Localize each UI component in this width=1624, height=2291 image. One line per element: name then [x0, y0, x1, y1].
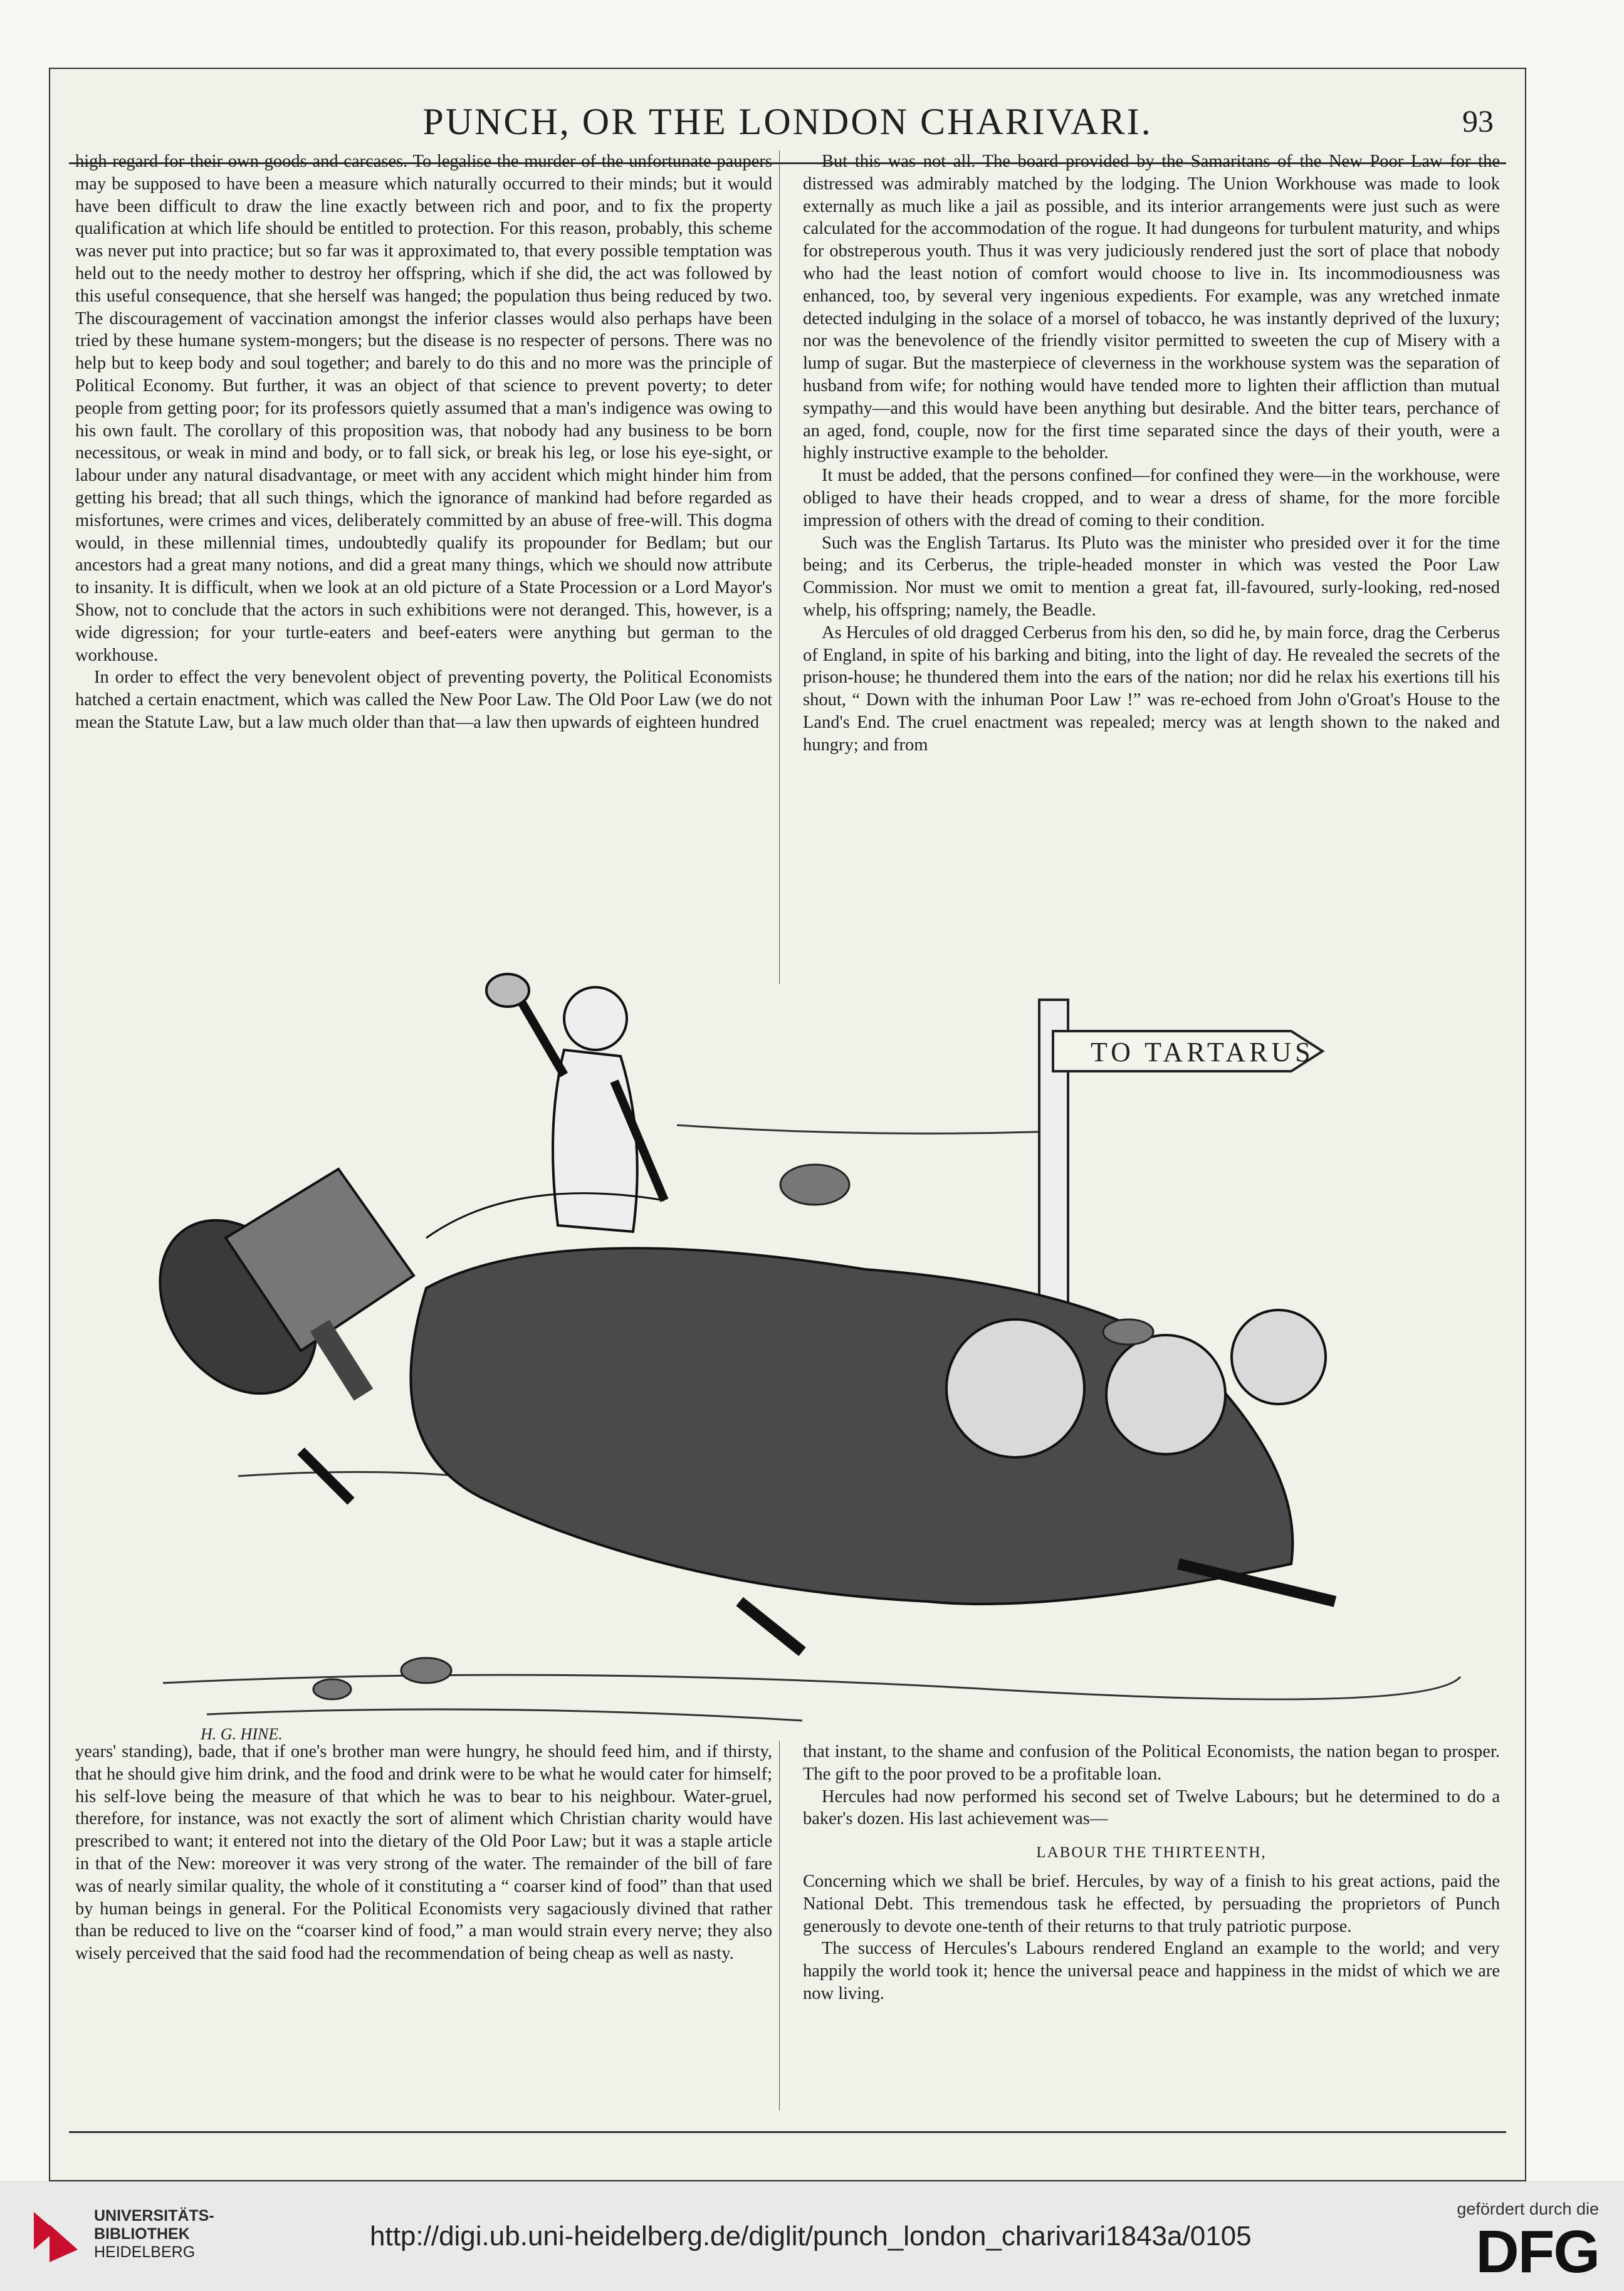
bottom-left-column	[75, 1741, 772, 1965]
library-name[interactable]	[94, 2207, 214, 2262]
page-title: PUNCH, OR THE LONDON CHARIVARI.	[422, 101, 1153, 142]
bottom-rule	[69, 2131, 1506, 2133]
dfg-logo[interactable]: DFG	[1475, 2218, 1599, 2285]
cerberus-figure	[301, 1248, 1335, 1652]
source-url-link[interactable]: http://digi.ub.uni-heidelberg.de/diglit/punch_london_charivari1843a/0105	[370, 2221, 1252, 2252]
artist-signature: H. G. HINE.	[201, 1725, 283, 1743]
paragraph: As Hercules of old dragged Cerberus from his den, so did he, by main force, drag the Cerberus of England, in spite of his barking and biting, into the light of day. He revealed the secrets of the prison-house; he thundered them into the ears of the nation; nor did he relax his exertions till his shout, “ Down with the inhuman Poor Law !” was re-echoed from John o'Groat's House to the Land's End. The cruel enactment was repealed; mercy was at length shown to the naked and hungry; and from	[803, 622, 1500, 755]
paragraph: It must be added, that the persons confined—for confined they were—in the workhouse, were obliged to have their heads cropped, and to wear a dress of shame, for the more forcible impression of others with the dread of coming to their condition.	[803, 466, 1500, 530]
library-line: UNIVERSITÄTS-	[94, 2207, 214, 2225]
column-divider	[779, 150, 780, 984]
top-text-block	[75, 150, 1500, 984]
paragraph: But this was not all. The board provided by the Samaritans of the New Poor Law for the distressed was admirably matched by the lodging. The Union Workhouse was made to look externally as much like a jail as possible, and its interior arrangements were just such as were calculated for the accommodation of the rogue. It had dungeons for turbulent maturity, and whips for obstreperous youth. Thus it was very judiciously rendered just the sort of place that nobody who had the least notion of comfort would choose to live in. Its incommodiousness was enhanced, too, by several very ingenious expedients. For example, was any wretched inmate detected indulging in the solace of a morsel of tobacco, he was instantly deprived of the luxury; nor was the benevolence of the friendly visitor permitted to sweeten the cup of Misery with a lump of sugar. But the masterpiece of cleverness in the workhouse system was the separation of husband from wife; for nothing would have tended more to lighten their affliction than mutual sympathy—and this would have been anything but desirable. And the bitter tears, perchance of an aged, fond, couple, now for the first time separated since the days of their youth, were a highly instructive example to the beholder.	[803, 152, 1500, 463]
newspaper-page	[49, 68, 1526, 2181]
section-heading: LABOUR THE THIRTEENTH,	[1036, 1844, 1267, 1862]
bottom-text-block	[75, 1741, 1500, 2110]
top-left-column	[75, 150, 772, 734]
paragraph: Concerning which we shall be brief. Hercules, by way of a finish to his great actions, paid the National Debt. This tremendous task he effected, by persuading the proprietors of Punch generously to devote one-tenth of their returns to that truly patriotic purpose.	[803, 1871, 1500, 1936]
paragraph: high regard for their own goods and carcases. To legalise the murder of the unfortunate paupers may be supposed to have been a measure which naturally occurred to their minds; but it would have been difficult to draw the line exactly between rich and poor, and to fix the property qualification at which life should be entitled to protection. For this reason, probably, this scheme was never put into practice; but so far was it approximated to, that every possible temptation was held out to the needy mother to destroy her offspring, which if she did, the act was followed by this useful consequence, that she herself was hanged; the population thus being reduced by two. The discouragement of vaccination amongst the inferior classes would also perhaps have been tried by these humane system-mongers; but the disease is no respecter of persons. There was no help but to keep body and soul together; and barely to do this and no more was the principle of Political Economy. But further, it was an object of that science to prevent poverty; to deter people from getting poor; for its professors quietly assumed that a man's indigence was owing to his own fault. The corollary of this proposition was, that nobody had any business to be born necessitous, or weak in mind and body, or to fall sick, or break his leg, or lose his eye-sight, or labour under any natural disadvantage, or meet with any accident which might hinder him from getting his bread; that all such things, which the ignorance of mankind had before regarded as misfortunes, were crimes and vices, deliberately committed by an abuse of free-will. This dogma would, in these millennial times, undoubtedly qualify its propounder for Bedlam; but our ancestors had a great many notions, and did a great many things, which we should now attribute to insanity. It is difficult, when we look at an old picture of a State Procession or a Lord Mayor's Show, not to conclude that the actors in such exhibitions were not deranged. This, however, is a wide digression; for your turtle-eaters and beef-eaters were anything but german to the workhouse.	[75, 152, 772, 665]
paragraph: Such was the English Tartarus. Its Pluto was the minister who presided over it for the time being; and its Cerberus, the triple-headed monster in which was vested the Poor Law Commission. Nor must we omit to mention a great fat, ill-favoured, surly-looking, red-nosed whelp, his offspring; namely, the Beadle.	[803, 533, 1500, 620]
top-right-column	[803, 150, 1500, 757]
cooking-pot	[128, 1169, 414, 1423]
university-library-logo-icon[interactable]	[28, 2206, 84, 2266]
funding-caption: gefördert durch die	[1457, 2199, 1599, 2218]
library-line: HEIDELBERG	[94, 2243, 196, 2261]
paragraph: In order to effect the very benevolent object of preventing poverty, the Political Economists hatched a certain enactment, which was called the New Poor Law. The Old Poor Law (we do not mean the Statute Law, but a law much older than that—a law then upwards of eighteen hundred	[75, 668, 772, 732]
hercules-figure	[426, 974, 664, 1238]
signpost-label: TO TARTARUS	[1091, 1037, 1314, 1067]
cartoon-illustration	[113, 937, 1467, 1780]
paragraph: years' standing), bade, that if one's brother man were hungry, he should feed him, and if thirsty, that he should give him drink, and the food and drink were to be what he would cater for himself; his self-love being the measure of that which he was to bear to his neighbour. Water-gruel, therefore, for instance, was not exactly the sort of aliment which Christian charity would have prescribed to want; it entered not into the dietary of the Old Poor Law; but it was a staple article in that of the New: moreover it was very strong of the water. The remainder of the bill of fare was of nearly similar quality, the whole of it constituting a “ coarser kind of food” than that used by human beings in general. For the Political Economists very sagaciously divined that rather than be reduced to live on the “coarser kind of food,” a man would strain every nerve; they also wisely perceived that the said food had the recommendation of being cheap as well as nasty.	[75, 1742, 772, 1964]
paragraph: Hercules had now performed his second set of Twelve Labours; but he determined to do a baker's dozen. His last achievement was—	[803, 1786, 1500, 1829]
paragraph: The success of Hercules's Labours rendered England an example to the world; and very happily the world took it; hence the universal peace and happiness in the midst of which we are now living.	[803, 1939, 1500, 2003]
paragraph: that instant, to the shame and confusion of the Political Economists, the nation began to prosper. The gift to the poor proved to be a profitable loan.	[803, 1742, 1500, 1784]
library-line: BIBLIOTHEK	[94, 2225, 190, 2243]
viewer-footer	[0, 2181, 1624, 2291]
page-number: 93	[1462, 103, 1494, 139]
bottom-right-column	[803, 1741, 1500, 2005]
column-divider	[779, 1741, 780, 2110]
